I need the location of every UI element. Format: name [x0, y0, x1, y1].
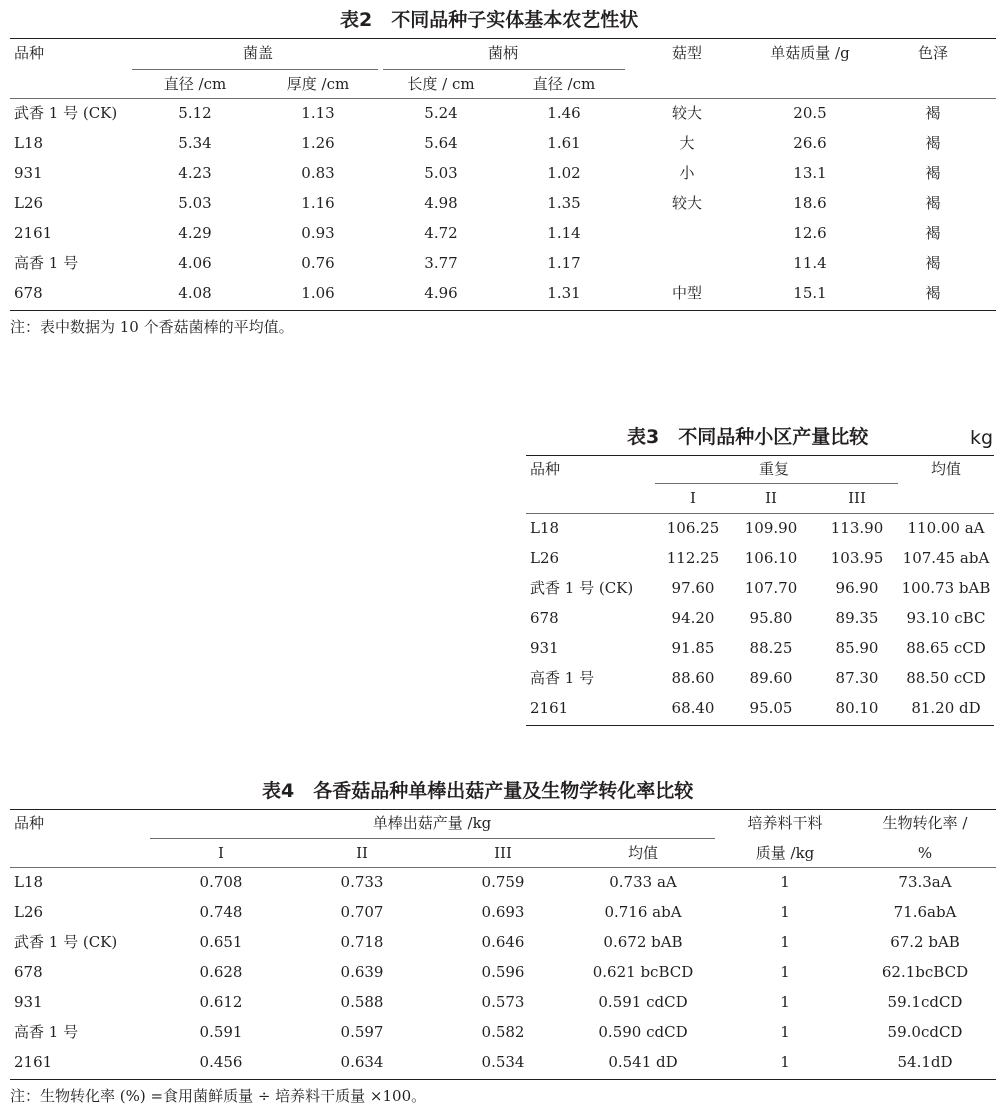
table3-cell-r3: 89.35 — [835, 609, 879, 627]
table2-cell-cap-diameter: 4.23 — [178, 164, 212, 182]
table2-cell-stipe-diameter: 1.17 — [547, 254, 581, 272]
table4-top-rule — [10, 809, 996, 810]
table3-cell-r1: 91.85 — [671, 639, 715, 657]
table3-cell-r2: 109.90 — [744, 519, 798, 537]
table4-cell-substrate: 1 — [780, 993, 790, 1011]
table2-cell-stipe-length: 4.96 — [424, 284, 458, 302]
table2-cell-cap-diameter: 5.34 — [178, 134, 212, 152]
table4-cell-r2: 0.733 — [340, 873, 384, 891]
table4-header-bio-line1: 生物转化率 / — [882, 814, 968, 832]
table2-cell-weight: 13.1 — [793, 164, 827, 182]
table2-cell-stipe-length: 5.24 — [424, 104, 458, 122]
table2-cell-variety: 高香 1 号 — [14, 254, 79, 272]
table3-cell-mean: 107.45 abA — [902, 549, 990, 567]
table2-cell-color: 褐 — [925, 224, 941, 242]
table3-cell-variety: 931 — [530, 639, 559, 657]
table3-cell-r1: 97.60 — [671, 579, 715, 597]
table4-cell-mean: 0.733 aA — [609, 873, 677, 891]
table2-caption: 表2 不同品种子实体基本农艺性状 — [340, 9, 639, 31]
table2-cell-color: 褐 — [925, 134, 941, 152]
table4-cell-substrate: 1 — [780, 1023, 790, 1041]
table4-header-r2: II — [356, 844, 368, 862]
table4-cell-variety: 高香 1 号 — [14, 1023, 79, 1041]
table2-cell-weight: 20.5 — [793, 104, 827, 122]
table4-cell-r1: 0.612 — [199, 993, 243, 1011]
table3-cell-variety: L26 — [530, 549, 560, 567]
table4-cell-substrate: 1 — [780, 933, 790, 951]
table4-header-substrate-line1: 培养料干料 — [747, 814, 823, 832]
table4-cell-bio-rate: 54.1dD — [897, 1053, 953, 1071]
table3-header-r3: III — [848, 489, 866, 507]
table2-cell-cap-diameter: 5.12 — [178, 104, 212, 122]
table3-caption: 表3 不同品种小区产量比较 — [627, 426, 869, 448]
table2-cell-cap-thickness: 1.13 — [301, 104, 335, 122]
table3-cell-r3: 87.30 — [835, 669, 879, 687]
table3-cell-r3: 80.10 — [835, 699, 879, 717]
table3-replicate-rule — [655, 483, 898, 484]
table3-cell-r1: 94.20 — [671, 609, 715, 627]
table2-cell-cap-thickness: 1.26 — [301, 134, 335, 152]
table3-cell-r3: 96.90 — [835, 579, 879, 597]
table2-cell-stipe-length: 4.72 — [424, 224, 458, 242]
table2-cap-rule — [132, 69, 378, 70]
table2-cell-weight: 18.6 — [793, 194, 827, 212]
table2-cell-stipe-diameter: 1.46 — [547, 104, 581, 122]
table4-cell-bio-rate: 62.1bcBCD — [881, 963, 969, 981]
table4-cell-mean: 0.621 bcBCD — [592, 963, 694, 981]
table2-cell-variety: 931 — [14, 164, 43, 182]
table2-header-cap-thickness: 厚度 /cm — [286, 75, 350, 93]
table4-cell-variety: 931 — [14, 993, 43, 1011]
table4-header-substrate-line2: 质量 /kg — [755, 844, 815, 862]
table2-cell-stipe-diameter: 1.31 — [547, 284, 581, 302]
table4-header-r3: III — [494, 844, 512, 862]
table2-cell-cap-diameter: 4.08 — [178, 284, 212, 302]
table2-header-color: 色泽 — [917, 44, 949, 62]
table4-cell-mean: 0.591 cdCD — [598, 993, 688, 1011]
table3-header-replicate: 重复 — [758, 460, 790, 478]
table2-header-stipe-diameter: 直径 /cm — [532, 75, 596, 93]
table4-cell-variety: L18 — [14, 873, 44, 891]
table2-cell-cap-thickness: 0.76 — [301, 254, 335, 272]
table2-cell-color: 褐 — [925, 284, 941, 302]
table3-cell-mean: 81.20 dD — [911, 699, 981, 717]
table2-cell-weight: 15.1 — [793, 284, 827, 302]
table2-cell-cap-diameter: 4.29 — [178, 224, 212, 242]
table2-cell-stipe-diameter: 1.61 — [547, 134, 581, 152]
table4-cell-bio-rate: 67.2 bAB — [890, 933, 960, 951]
table4-cell-r1: 0.651 — [199, 933, 243, 951]
table2-cell-shape: 较大 — [671, 194, 703, 212]
table2-cell-weight: 26.6 — [793, 134, 827, 152]
table3-header-mean: 均值 — [930, 460, 962, 478]
table2-header-cap-diameter: 直径 /cm — [163, 75, 227, 93]
table2-cell-variety: L18 — [14, 134, 44, 152]
table4-cell-r2: 0.634 — [340, 1053, 384, 1071]
table4-cell-variety: 武香 1 号 (CK) — [14, 933, 118, 951]
table3-cell-variety: 678 — [530, 609, 559, 627]
table4-cell-r1: 0.708 — [199, 873, 243, 891]
table3-cell-mean: 110.00 aA — [907, 519, 985, 537]
table4-cell-bio-rate: 59.0cdCD — [887, 1023, 963, 1041]
table2-stipe-rule — [383, 69, 625, 70]
table2-cell-cap-diameter: 4.06 — [178, 254, 212, 272]
table3-cell-r2: 106.10 — [744, 549, 798, 567]
table3-cell-r1: 106.25 — [666, 519, 720, 537]
table4-cell-r3: 0.582 — [481, 1023, 525, 1041]
table3-cell-variety: 高香 1 号 — [530, 669, 595, 687]
table2-cell-stipe-diameter: 1.35 — [547, 194, 581, 212]
table4-cell-r2: 0.707 — [340, 903, 384, 921]
table2-cell-cap-thickness: 0.83 — [301, 164, 335, 182]
table2-cell-weight: 11.4 — [793, 254, 827, 272]
table3-cell-variety: 2161 — [530, 699, 569, 717]
table2-header-stipe-length: 长度 / cm — [407, 75, 475, 93]
table3-cell-variety: 武香 1 号 (CK) — [530, 579, 634, 597]
table2-cell-color: 褐 — [925, 254, 941, 272]
table2-cell-stipe-length: 3.77 — [424, 254, 458, 272]
table4-note: 注：生物转化率 (%) =食用菌鲜质量 ÷ 培养料干质量 ×100。 — [10, 1087, 427, 1105]
table2-cell-shape: 小 — [679, 164, 695, 182]
table4-header-r1: I — [218, 844, 224, 862]
table4-cell-r2: 0.718 — [340, 933, 384, 951]
table4-cell-mean: 0.716 abA — [604, 903, 682, 921]
table4-cell-r3: 0.596 — [481, 963, 525, 981]
table4-cell-r1: 0.748 — [199, 903, 243, 921]
table2-cell-stipe-diameter: 1.14 — [547, 224, 581, 242]
table4-cell-bio-rate: 73.3aA — [898, 873, 952, 891]
table2-header-rule — [10, 98, 996, 99]
table4-yield-rule — [150, 838, 715, 839]
table4-cell-variety: 2161 — [14, 1053, 53, 1071]
table2-header-shape: 菇型 — [671, 44, 703, 62]
table4-cell-substrate: 1 — [780, 1053, 790, 1071]
table2-top-rule — [10, 38, 996, 39]
table4-cell-r3: 0.759 — [481, 873, 525, 891]
table4-bottom-rule — [10, 1079, 996, 1080]
table4-header-yield: 单棒出菇产量 /kg — [372, 814, 492, 832]
table4-cell-variety: 678 — [14, 963, 43, 981]
table4-cell-r1: 0.456 — [199, 1053, 243, 1071]
table2-header-variety: 品种 — [14, 44, 45, 62]
table3-cell-variety: L18 — [530, 519, 560, 537]
table2-cell-cap-thickness: 0.93 — [301, 224, 335, 242]
table2-cell-stipe-length: 5.03 — [424, 164, 458, 182]
table2-cell-shape: 中型 — [671, 284, 703, 302]
table2-cell-stipe-diameter: 1.02 — [547, 164, 581, 182]
table4-cell-r2: 0.588 — [340, 993, 384, 1011]
table2-cell-color: 褐 — [925, 104, 941, 122]
table3-cell-r2: 89.60 — [749, 669, 793, 687]
table2-cell-variety: 2161 — [14, 224, 53, 242]
table4-cell-mean: 0.672 bAB — [603, 933, 683, 951]
table4-cell-bio-rate: 71.6abA — [893, 903, 957, 921]
table4-cell-variety: L26 — [14, 903, 44, 921]
table3-header-r2: II — [765, 489, 777, 507]
table2-cell-cap-thickness: 1.16 — [301, 194, 335, 212]
table2-header-cap: 菌盖 — [242, 44, 274, 62]
table3-cell-r1: 88.60 — [671, 669, 715, 687]
table3-cell-r1: 112.25 — [666, 549, 720, 567]
table2-cell-cap-diameter: 5.03 — [178, 194, 212, 212]
table3-header-variety: 品种 — [530, 460, 561, 478]
table4-cell-r2: 0.639 — [340, 963, 384, 981]
table4-cell-r1: 0.591 — [199, 1023, 243, 1041]
table2-header-weight: 单菇质量 /g — [770, 44, 850, 62]
table3-cell-r2: 88.25 — [749, 639, 793, 657]
table3-cell-r3: 113.90 — [830, 519, 884, 537]
table4-cell-r2: 0.597 — [340, 1023, 384, 1041]
table3-top-rule — [526, 455, 994, 456]
table4-header-mean: 均值 — [627, 844, 659, 862]
table2-cell-variety: 武香 1 号 (CK) — [14, 104, 118, 122]
table4-cell-r3: 0.573 — [481, 993, 525, 1011]
table3-cell-r3: 103.95 — [830, 549, 884, 567]
table3-cell-r3: 85.90 — [835, 639, 879, 657]
table2-bottom-rule — [10, 310, 996, 311]
table3-cell-mean: 88.65 cCD — [906, 639, 986, 657]
table3-header-rule — [526, 513, 994, 514]
table3-cell-mean: 93.10 cBC — [906, 609, 986, 627]
table2-cell-color: 褐 — [925, 194, 941, 212]
table4-cell-r1: 0.628 — [199, 963, 243, 981]
table2-cell-variety: 678 — [14, 284, 43, 302]
table4-header-rule — [10, 867, 996, 868]
table3-cell-r2: 95.05 — [749, 699, 793, 717]
table2-cell-color: 褐 — [925, 164, 941, 182]
table4-cell-bio-rate: 59.1cdCD — [887, 993, 963, 1011]
table4-header-variety: 品种 — [14, 814, 45, 832]
table3-cell-r1: 68.40 — [671, 699, 715, 717]
table4-cell-substrate: 1 — [780, 963, 790, 981]
table4-header-bio-line2: % — [917, 844, 933, 862]
table2-note: 注：表中数据为 10 个香菇菌棒的平均值。 — [10, 318, 294, 336]
table4-cell-substrate: 1 — [780, 903, 790, 921]
table4-caption: 表4 各香菇品种单棒出菇产量及生物学转化率比较 — [262, 780, 694, 802]
table3-cell-r2: 95.80 — [749, 609, 793, 627]
table4-cell-r3: 0.646 — [481, 933, 525, 951]
table3-header-r1: I — [690, 489, 696, 507]
table2-cell-stipe-length: 5.64 — [424, 134, 458, 152]
table2-cell-weight: 12.6 — [793, 224, 827, 242]
table2-cell-shape: 大 — [679, 134, 695, 152]
table2-cell-shape: 较大 — [671, 104, 703, 122]
table3-unit: kg — [970, 427, 994, 449]
table2-cell-variety: L26 — [14, 194, 44, 212]
table3-bottom-rule — [526, 725, 994, 726]
table4-cell-mean: 0.541 dD — [608, 1053, 678, 1071]
table4-cell-substrate: 1 — [780, 873, 790, 891]
table2-cell-stipe-length: 4.98 — [424, 194, 458, 212]
table3-cell-mean: 88.50 cCD — [906, 669, 986, 687]
table4-cell-r3: 0.693 — [481, 903, 525, 921]
table3-cell-mean: 100.73 bAB — [901, 579, 991, 597]
table2-header-stipe: 菌柄 — [487, 44, 519, 62]
table3-cell-r2: 107.70 — [744, 579, 798, 597]
table4-cell-r3: 0.534 — [481, 1053, 525, 1071]
table4-cell-mean: 0.590 cdCD — [598, 1023, 688, 1041]
table2-cell-cap-thickness: 1.06 — [301, 284, 335, 302]
